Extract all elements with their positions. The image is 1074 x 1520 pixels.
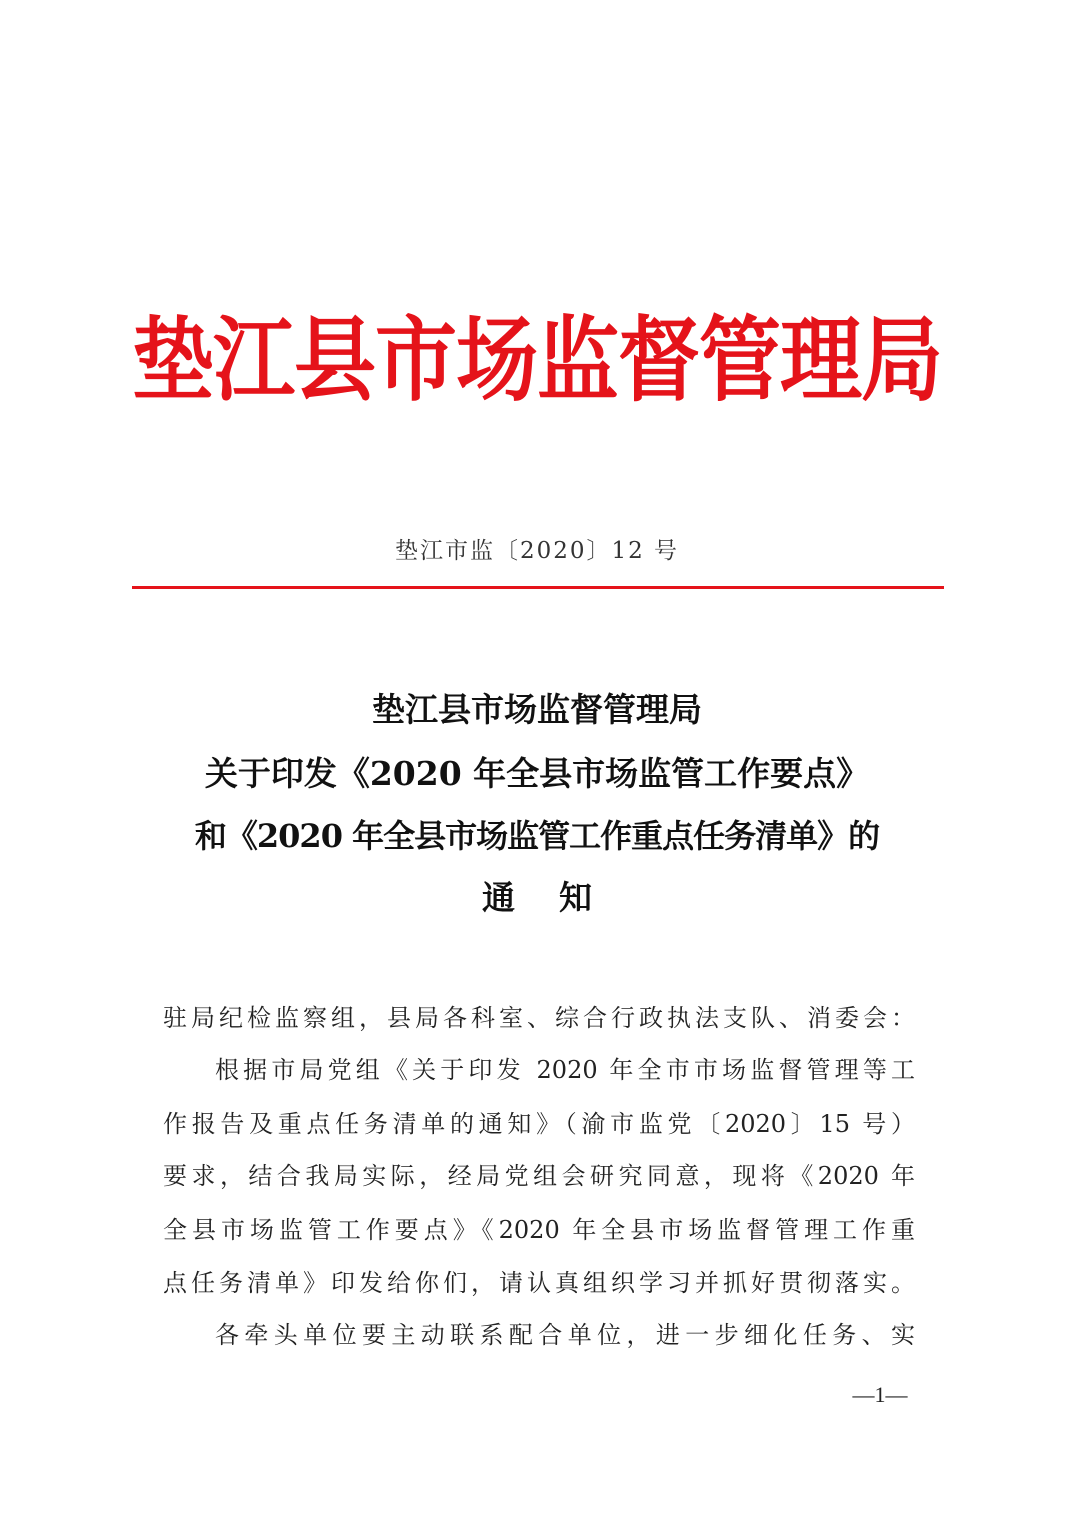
red-separator-line <box>132 586 944 589</box>
issuing-authority-masthead: 垫江县市场监督管理局 <box>131 308 942 415</box>
paragraph-1-line-4: 全县市场监管工作要点》《2020 年全县市场监督管理工作重 <box>163 1216 915 1244</box>
paragraph-1-line-5: 点任务清单》印发给你们，请认真组织学习并抓好贯彻落实。 <box>163 1269 915 1297</box>
page-number: —1— <box>852 1382 908 1407</box>
paragraph-1-line-1: 根据市局党组《关于印发 2020 年全市市场监督管理等工 <box>215 1056 915 1084</box>
addressee-line: 驻局纪检监察组，县局各科室、综合行政执法支队、消委会： <box>163 1004 915 1032</box>
paragraph-2-line-1: 各牵头单位要主动联系配合单位，进一步细化任务、实 <box>215 1321 915 1349</box>
title-line-1: 垫江县市场监督管理局 <box>372 690 702 729</box>
title-line-4: 通知 <box>482 878 636 917</box>
title-line-2: 关于印发《2020 年全县市场监管工作要点》 <box>204 754 870 793</box>
title-line-3: 和《2020 年全县市场监管工作重点任务清单》的 <box>194 817 880 855</box>
paragraph-1-line-2: 作报告及重点任务清单的通知》（渝市监党〔2020〕15 号） <box>163 1110 915 1138</box>
paragraph-1-line-3: 要求，结合我局实际，经局党组会研究同意，现将《2020 年 <box>163 1162 915 1190</box>
document-number: 垫江市监〔2020〕12 号 <box>394 538 680 564</box>
